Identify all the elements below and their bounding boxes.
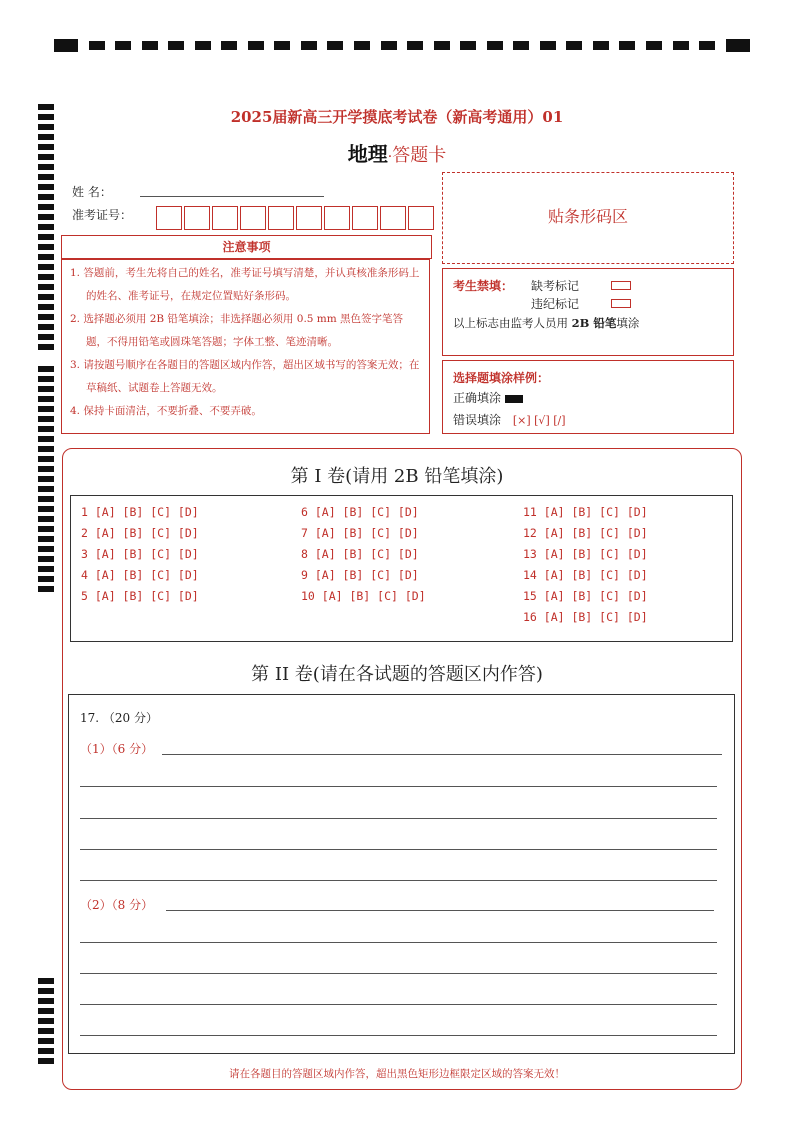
id-digit-box[interactable] — [380, 206, 406, 230]
timing-mark — [38, 526, 54, 532]
violation-checkbox[interactable] — [611, 299, 631, 308]
forbid-note-end: 填涂 — [616, 316, 640, 330]
mc-question-row[interactable]: 11 [A] [B] [C] [D] — [523, 505, 648, 519]
timing-mark — [38, 1028, 54, 1034]
timing-mark — [38, 284, 54, 290]
mc-question-row[interactable]: 13 [A] [B] [C] [D] — [523, 547, 648, 561]
notice-title: 注意事项 — [61, 235, 432, 259]
answer-line[interactable] — [80, 1004, 717, 1005]
mc-question-row[interactable]: 2 [A] [B] [C] [D] — [81, 526, 199, 540]
subject-name: 地理 — [347, 142, 388, 166]
absent-checkbox[interactable] — [611, 281, 631, 290]
name-label: 姓 名： — [72, 185, 112, 199]
answer-line[interactable] — [80, 786, 717, 787]
timing-mark — [38, 506, 54, 512]
title-separator: · — [387, 149, 393, 165]
timing-mark — [115, 41, 131, 50]
timing-mark — [38, 254, 54, 260]
timing-mark — [593, 41, 609, 50]
card-name: 答题卡 — [392, 145, 447, 166]
mc-question-row[interactable]: 16 [A] [B] [C] [D] — [523, 610, 648, 624]
answer-line[interactable] — [162, 754, 722, 755]
timing-mark — [38, 1018, 54, 1024]
timing-mark — [619, 41, 635, 50]
timing-mark — [38, 546, 54, 552]
part1-title: 第 I 卷(请用 2B 铅笔填涂) — [290, 466, 504, 487]
timing-mark — [38, 566, 54, 572]
id-digit-box[interactable] — [324, 206, 350, 230]
answer-line[interactable] — [80, 880, 717, 881]
timing-mark — [38, 536, 54, 542]
answer-line[interactable] — [80, 1035, 717, 1036]
id-digit-box[interactable] — [240, 206, 266, 230]
timing-mark — [38, 1048, 54, 1054]
name-field[interactable] — [140, 196, 324, 197]
timing-mark — [38, 988, 54, 994]
mc-column-3 — [523, 502, 648, 628]
absent-label: 缺考标记 — [531, 279, 580, 293]
timing-mark — [38, 586, 54, 592]
answer-line[interactable] — [80, 973, 717, 974]
answer-line[interactable] — [80, 942, 717, 943]
timing-mark — [434, 41, 450, 50]
barcode-area — [442, 172, 734, 264]
mc-question-row[interactable]: 6 [A] [B] [C] [D] — [301, 505, 419, 519]
timing-mark — [38, 244, 54, 250]
timing-mark — [301, 41, 317, 50]
left-timing-marks-bottom — [38, 978, 54, 1064]
timing-mark — [38, 304, 54, 310]
timing-mark — [38, 194, 54, 200]
timing-mark — [38, 174, 54, 180]
mc-question-row[interactable]: 15 [A] [B] [C] [D] — [523, 589, 648, 603]
timing-mark — [195, 41, 211, 50]
mc-question-row[interactable]: 3 [A] [B] [C] [D] — [81, 547, 199, 561]
filled-mark-icon — [505, 395, 523, 403]
timing-mark — [38, 294, 54, 300]
timing-mark — [38, 1038, 54, 1044]
timing-mark — [38, 376, 54, 382]
timing-mark — [487, 41, 503, 50]
timing-mark — [54, 39, 78, 52]
mc-question-row[interactable]: 7 [A] [B] [C] [D] — [301, 526, 419, 540]
mc-question-row[interactable]: 9 [A] [B] [C] [D] — [301, 568, 419, 582]
forbid-note-text: 以上标志由监考人员用 — [453, 316, 568, 330]
part2-title: 第 II 卷(请在各试题的答题区内作答) — [251, 664, 543, 685]
answer-line[interactable] — [80, 818, 717, 819]
subquestion-2-label: （2）（8 分） — [80, 898, 154, 912]
timing-mark — [38, 446, 54, 452]
mc-column-1 — [81, 502, 199, 607]
timing-mark — [38, 234, 54, 240]
timing-mark — [38, 1008, 54, 1014]
notice-item: 1. 答题前，考生先将自己的姓名，准考证号填写清楚，并认真核准条形码上的姓名、准考证号，在规定位置贴好条形码。 — [70, 267, 420, 302]
timing-mark — [38, 576, 54, 582]
forbid-note — [453, 315, 639, 331]
timing-mark — [38, 334, 54, 340]
timing-mark — [38, 344, 54, 350]
timing-mark — [38, 366, 54, 372]
timing-mark — [38, 184, 54, 190]
timing-mark — [327, 41, 343, 50]
card-subtitle — [0, 138, 794, 167]
correct-fill-row — [453, 389, 523, 406]
timing-mark — [38, 436, 54, 442]
timing-mark — [38, 516, 54, 522]
correct-fill-label: 正确填涂 — [453, 391, 502, 405]
timing-mark — [646, 41, 662, 50]
timing-mark — [566, 41, 582, 50]
timing-mark — [89, 41, 105, 50]
timing-mark — [38, 274, 54, 280]
timing-mark — [38, 416, 54, 422]
notice-item: 2. 选择题必须用 2B 铅笔填涂；非选择题必须用 0.5 mm 黑色签字笔答题，不得用铅笔或圆珠笔答题；字体工整、笔迹清晰。 — [70, 313, 404, 348]
question-17-label: 17. （20 分） — [80, 711, 158, 725]
id-digit-box[interactable] — [408, 206, 434, 230]
examiner-marks-box — [442, 268, 734, 356]
timing-mark — [38, 978, 54, 984]
wrong-fill-row — [453, 411, 566, 428]
timing-mark — [513, 41, 529, 50]
timing-mark — [38, 224, 54, 230]
timing-mark — [168, 41, 184, 50]
timing-mark — [142, 41, 158, 50]
timing-mark — [38, 324, 54, 330]
exam-title: 2025届新高三开学摸底考试卷（新高考通用）01 — [230, 108, 564, 126]
timing-mark — [726, 39, 750, 52]
forbid-title: 考生禁填： — [453, 279, 514, 293]
timing-mark — [38, 406, 54, 412]
answer-line[interactable] — [80, 849, 717, 850]
timing-mark — [38, 314, 54, 320]
id-digit-box[interactable] — [212, 206, 238, 230]
violation-label: 违纪标记 — [531, 297, 580, 311]
timing-mark — [673, 41, 689, 50]
timing-mark — [540, 41, 556, 50]
id-digit-box[interactable] — [296, 206, 322, 230]
id-digit-box[interactable] — [268, 206, 294, 230]
timing-mark — [38, 264, 54, 270]
multiple-choice-box — [70, 495, 733, 642]
timing-mark — [354, 41, 370, 50]
mc-question-row[interactable]: 5 [A] [B] [C] [D] — [81, 589, 199, 603]
timing-mark — [38, 556, 54, 562]
mc-question-row[interactable]: 14 [A] [B] [C] [D] — [523, 568, 648, 582]
id-digit-box[interactable] — [156, 206, 182, 230]
barcode-label: 贴条形码区 — [547, 207, 628, 226]
timing-mark — [274, 41, 290, 50]
id-label: 准考证号： — [72, 208, 133, 222]
id-digit-box[interactable] — [352, 206, 378, 230]
timing-mark — [38, 998, 54, 1004]
mc-question-row[interactable]: 10 [A] [B] [C] [D] — [301, 589, 426, 603]
wrong-fill-label: 错误填涂 — [453, 413, 502, 427]
top-timing-marks — [54, 38, 750, 52]
sample-title: 选择题填涂样例： — [453, 371, 550, 385]
timing-mark — [38, 496, 54, 502]
notice-item: 3. 请按题号顺序在各题目的答题区域内作答，超出区域书写的答案无效；在草稿纸、试题卷上答题无效。 — [70, 359, 420, 394]
timing-mark — [381, 41, 397, 50]
timing-mark — [221, 41, 237, 50]
wrong-fill-marks: [×] [√] [/] — [512, 414, 566, 427]
question-17-answer-box — [68, 694, 735, 1054]
timing-mark — [38, 204, 54, 210]
forbid-note-bold: 2B 铅笔 — [571, 316, 617, 330]
fill-sample-box — [442, 360, 734, 434]
subquestion-1-label: （1）（6 分） — [80, 742, 154, 756]
notice-box — [61, 259, 430, 434]
timing-mark — [38, 426, 54, 432]
mc-question-row[interactable]: 12 [A] [B] [C] [D] — [523, 526, 648, 540]
id-digit-box[interactable] — [184, 206, 210, 230]
answer-line[interactable] — [166, 910, 714, 911]
timing-mark — [248, 41, 264, 50]
timing-mark — [460, 41, 476, 50]
mc-question-row[interactable]: 4 [A] [B] [C] [D] — [81, 568, 199, 582]
id-number-boxes[interactable] — [156, 206, 436, 230]
mc-column-2 — [301, 502, 426, 607]
timing-mark — [38, 386, 54, 392]
timing-mark — [407, 41, 423, 50]
notice-item: 4. 保持卡面清洁，不要折叠、不要弄破。 — [70, 405, 262, 417]
timing-mark — [38, 214, 54, 220]
footer-warning: 请在各题目的答题区域内作答，超出黑色矩形边框限定区域的答案无效！ — [229, 1068, 565, 1080]
mc-question-row[interactable]: 8 [A] [B] [C] [D] — [301, 547, 419, 561]
timing-mark — [38, 396, 54, 402]
timing-mark — [699, 41, 715, 50]
timing-mark — [38, 1058, 54, 1064]
mc-question-row[interactable]: 1 [A] [B] [C] [D] — [81, 505, 199, 519]
